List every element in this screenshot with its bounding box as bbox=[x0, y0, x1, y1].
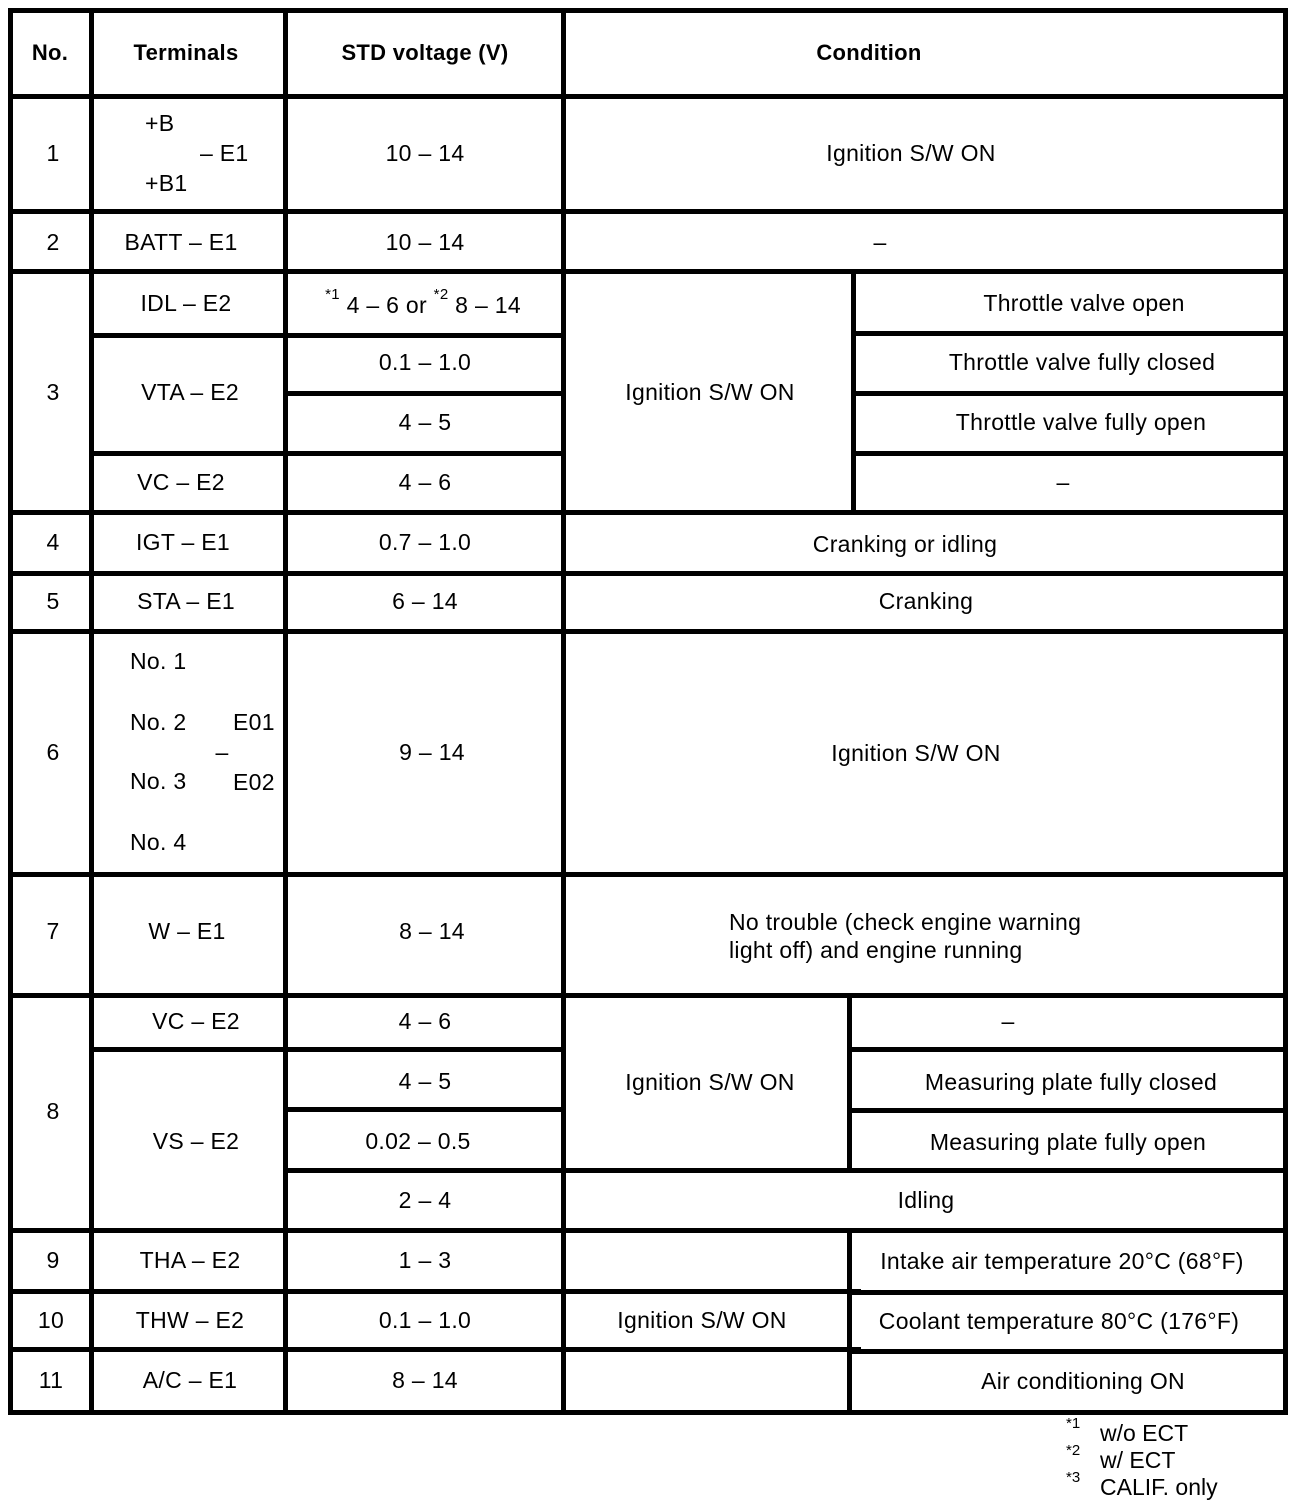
condition: Ignition S/W ON bbox=[617, 1307, 787, 1333]
footnote-mark: *1 bbox=[1066, 1415, 1081, 1432]
terminal: VC – E2 bbox=[152, 1008, 240, 1034]
header-std-voltage: STD voltage (V) bbox=[341, 40, 509, 65]
footnote bbox=[1066, 1442, 1176, 1473]
footnote bbox=[1066, 1469, 1218, 1500]
terminal: W – E1 bbox=[148, 918, 226, 944]
r8-sep bbox=[283, 1168, 1288, 1173]
header-terminals: Terminals bbox=[133, 40, 239, 65]
voltage: 10 – 14 bbox=[385, 140, 465, 166]
terminal: THW – E2 bbox=[135, 1307, 245, 1333]
voltage: 10 – 14 bbox=[385, 229, 465, 255]
condition-line: No trouble (check engine warning bbox=[729, 909, 1082, 935]
row-sep bbox=[8, 94, 1288, 99]
r8-cond-sep bbox=[847, 993, 852, 1171]
r8-sub-sep bbox=[847, 1047, 1288, 1052]
terminal: VC – E2 bbox=[137, 469, 225, 495]
terminal: E02 bbox=[233, 769, 275, 795]
r8-sep bbox=[89, 1047, 566, 1052]
row-no: 11 bbox=[38, 1367, 64, 1393]
terminal: VTA – E2 bbox=[141, 379, 239, 405]
r3-sep bbox=[89, 333, 566, 338]
header-no: No. bbox=[31, 40, 69, 65]
r3-sep bbox=[283, 391, 566, 396]
sub-condition: Throttle valve fully open bbox=[955, 409, 1207, 435]
voltage: 0.1 – 1.0 bbox=[378, 1307, 472, 1333]
condition: Idling bbox=[897, 1187, 955, 1213]
header-condition: Condition bbox=[816, 40, 922, 65]
row-sep bbox=[8, 209, 1288, 214]
terminal: No. 3 bbox=[130, 768, 187, 794]
col-sep-terminals bbox=[283, 8, 288, 1415]
footnote-mark: *2 bbox=[433, 286, 449, 303]
terminal: IDL – E2 bbox=[140, 290, 232, 316]
voltage: 0.1 – 1.0 bbox=[378, 349, 472, 375]
r9-sub-sep bbox=[847, 1290, 1288, 1295]
condition: Ignition S/W ON bbox=[826, 140, 996, 166]
terminal: BATT – E1 bbox=[124, 229, 238, 255]
row-sep bbox=[8, 1228, 1288, 1233]
voltage: 4 – 5 bbox=[398, 409, 452, 435]
r3-sub-sep bbox=[851, 391, 1288, 396]
footnote bbox=[1066, 1415, 1189, 1446]
sub-condition: Throttle valve open bbox=[983, 290, 1185, 316]
voltage: 4 – 6 bbox=[398, 1008, 452, 1034]
r8-sub-sep bbox=[847, 1108, 1288, 1113]
col-sep-no bbox=[89, 8, 94, 1415]
table-border-bottom bbox=[8, 1410, 1288, 1415]
terminal: IGT – E1 bbox=[135, 529, 231, 555]
condition: – bbox=[873, 229, 887, 255]
condition: Cranking bbox=[878, 588, 974, 614]
row-sep bbox=[8, 1347, 861, 1352]
terminal: No. 2 bbox=[130, 709, 187, 735]
voltage: 1 – 3 bbox=[398, 1247, 452, 1273]
voltage: 8 – 14 bbox=[392, 1367, 458, 1393]
row-no: 8 bbox=[46, 1098, 60, 1124]
row-sep bbox=[8, 571, 1288, 576]
footnote-text: CALIF. only bbox=[1100, 1474, 1218, 1500]
voltage: 8 – 14 bbox=[399, 918, 465, 944]
footnote-mark: *3 bbox=[1066, 1469, 1081, 1486]
r3-sub-sep bbox=[851, 331, 1288, 336]
terminal: STA – E1 bbox=[137, 588, 235, 614]
terminal: E01 bbox=[233, 709, 275, 735]
sub-condition: – bbox=[1001, 1008, 1015, 1034]
sub-condition: Air conditioning ON bbox=[981, 1368, 1185, 1394]
voltage: 0.02 – 0.5 bbox=[365, 1128, 471, 1154]
r9-cond-sep bbox=[847, 1228, 852, 1415]
voltage-part: 8 – 14 bbox=[455, 292, 521, 318]
footnote-mark: *2 bbox=[1066, 1442, 1081, 1459]
table-border-right bbox=[1283, 8, 1288, 1415]
condition: Ignition S/W ON bbox=[831, 740, 1001, 766]
voltage: 6 – 14 bbox=[392, 588, 458, 614]
condition: Ignition S/W ON bbox=[625, 379, 795, 405]
row-sep bbox=[8, 872, 1288, 877]
r3-sep bbox=[89, 451, 566, 456]
sub-condition: Throttle valve fully closed bbox=[948, 349, 1216, 375]
terminal: VS – E2 bbox=[152, 1128, 240, 1154]
row-no: 10 bbox=[37, 1307, 65, 1333]
row-sep bbox=[8, 993, 1288, 998]
row-no: 3 bbox=[46, 379, 60, 405]
footnote-text: w/ ECT bbox=[1100, 1447, 1176, 1473]
row-no: 7 bbox=[46, 918, 60, 944]
row-sep bbox=[8, 510, 1288, 515]
voltage: 4 – 6 bbox=[398, 469, 452, 495]
voltage: 9 – 14 bbox=[399, 739, 465, 765]
r8-sep bbox=[283, 1107, 566, 1112]
voltage-part: 4 – 6 or bbox=[346, 292, 427, 318]
voltage: 2 – 4 bbox=[398, 1187, 452, 1213]
footnote-mark: *1 bbox=[325, 286, 340, 303]
terminal: No. 1 bbox=[130, 648, 187, 674]
row-sep bbox=[8, 269, 1288, 274]
table-border-left bbox=[8, 8, 13, 1415]
row-no: 2 bbox=[46, 229, 60, 255]
condition: Ignition S/W ON bbox=[625, 1069, 795, 1095]
col-sep-voltage bbox=[561, 8, 566, 1415]
terminal-dash: – bbox=[215, 739, 229, 765]
terminal: A/C – E1 bbox=[142, 1367, 238, 1393]
terminal: No. 4 bbox=[130, 829, 187, 855]
row-no: 6 bbox=[46, 739, 60, 765]
table-border-top bbox=[8, 8, 1288, 13]
row-no: 4 bbox=[46, 529, 60, 555]
terminal: +B bbox=[145, 110, 175, 136]
condition: Cranking or idling bbox=[812, 531, 998, 557]
voltage: 4 – 5 bbox=[398, 1068, 452, 1094]
row-no: 5 bbox=[46, 588, 60, 614]
terminal: – E1 bbox=[200, 140, 249, 166]
voltage-idl bbox=[325, 286, 521, 319]
row-sep bbox=[8, 1289, 861, 1294]
sub-condition: Coolant temperature 80°C (176°F) bbox=[878, 1308, 1240, 1334]
terminal: +B1 bbox=[145, 170, 188, 196]
sub-condition: Measuring plate fully open bbox=[929, 1129, 1207, 1155]
sub-condition: Intake air temperature 20°C (68°F) bbox=[880, 1248, 1244, 1274]
row-sep bbox=[8, 629, 1288, 634]
voltage: 0.7 – 1.0 bbox=[378, 529, 472, 555]
condition-line: light off) and engine running bbox=[729, 937, 1023, 963]
r9-sub-sep bbox=[847, 1349, 1288, 1354]
sub-condition: – bbox=[1056, 469, 1070, 495]
row-no: 1 bbox=[46, 140, 60, 166]
terminal: THA – E2 bbox=[139, 1247, 241, 1273]
r3-sub-sep bbox=[851, 451, 1288, 456]
row-no: 9 bbox=[46, 1247, 60, 1273]
footnote-text: w/o ECT bbox=[1100, 1420, 1189, 1446]
sub-condition: Measuring plate fully closed bbox=[924, 1069, 1218, 1095]
